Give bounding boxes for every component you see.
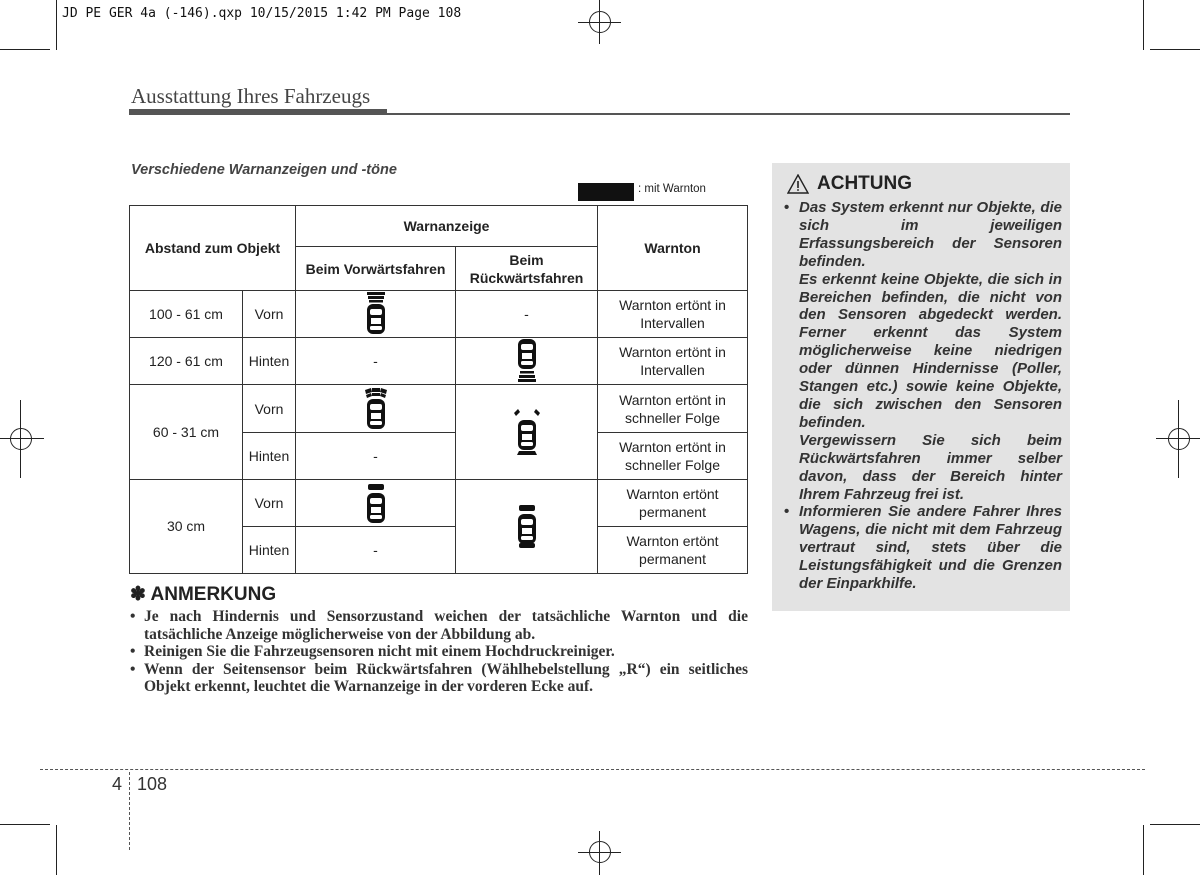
cell-position: Hinten	[243, 432, 296, 479]
cell-position: Hinten	[243, 526, 296, 573]
crop-mark	[1143, 825, 1144, 875]
caution-title-text: ACHTUNG	[817, 173, 912, 194]
caution-box	[772, 163, 1070, 611]
chapter-number: 4	[112, 774, 123, 794]
legend-swatch	[578, 183, 634, 201]
header-reverse: Beim Rückwärtsfahren	[456, 247, 598, 291]
note-title-text: ANMERKUNG	[150, 584, 277, 605]
caution-item	[784, 199, 1062, 503]
footer-rule	[40, 769, 1145, 770]
cell-sound: Warnton ertönt in schneller Folge	[598, 385, 748, 432]
asterisk-icon: ✽	[130, 584, 146, 605]
caution-list	[784, 199, 1062, 593]
note-item: • Wenn der Seitensensor beim Rückwärtsfahren (Wählhebelstellung „R“) ein seitliches Objekt erkennt, leuchtet die Warnanzeige in der vorderen Ecke auf.	[130, 661, 748, 696]
cell-sound: Warnton ertönt in Intervallen	[598, 291, 748, 338]
header-rule-thin	[387, 113, 1070, 115]
cell-forward-indicator	[296, 291, 456, 338]
cell-position: Vorn	[243, 479, 296, 526]
crop-mark	[0, 824, 50, 825]
caution-paragraph: Es erkennt keine Objekte, die sich in Bereichen befinden, die nicht von den Sensoren abgedeckt werden. Ferner erkennt das System möglicherweise keine niedrigen oder dünnen Hindernisse (Poller, Stangen etc.) sowie keine Objekte, die sich zwischen den Sensoren befinden.	[799, 270, 1062, 431]
cell-forward-indicator	[296, 479, 456, 526]
cell-position: Vorn	[243, 385, 296, 432]
table-caption: Verschiedene Warnanzeigen und -töne	[131, 162, 397, 178]
caution-paragraph: • Das System erkennt nur Objekte, die sich im jeweiligen Erfassungsbereich der Sensoren befinden.	[799, 199, 1062, 270]
crop-mark	[56, 0, 57, 50]
crop-mark	[1150, 824, 1200, 825]
crop-mark	[1143, 0, 1144, 50]
header-forward: Beim Vorwärtsfahren	[296, 247, 456, 291]
cell-position: Hinten	[243, 338, 296, 385]
warning-triangle-icon	[787, 174, 809, 194]
cell-position: Vorn	[243, 291, 296, 338]
caution-paragraph: Vergewissern Sie sich beim Rückwärtsfahren immer selber davon, dass der Bereich hinter Ihrem Fahrzeug frei ist.	[799, 431, 1062, 503]
print-slug: JD PE GER 4a (-146).qxp 10/15/2015 1:42 PM Page 108	[62, 6, 462, 21]
front-sensor-2-icon	[356, 386, 396, 432]
header-indicator: Warnanzeige	[296, 206, 598, 247]
rear-sensor-1-icon	[507, 338, 547, 384]
caution-title	[787, 173, 912, 195]
cell-reverse-indicator	[456, 338, 598, 385]
cell-distance: 60 - 31 cm	[130, 385, 243, 479]
section-header-title: Ausstattung Ihres Fahrzeugs	[131, 84, 371, 108]
front-rear-sensor-3-icon	[507, 501, 547, 551]
cell-reverse-indicator: -	[456, 291, 598, 338]
caution-item: • Informieren Sie andere Fahrer Ihres Wagens, die nicht mit dem Fahrzeug vertraut sind, stets über die Leistungsfähigkeit und die Grenzen der Einparkhilfe.	[784, 503, 1062, 593]
header-rule-thick	[129, 109, 387, 115]
cell-distance: 100 - 61 cm	[130, 291, 243, 338]
front-rear-sensor-2-icon	[507, 407, 547, 457]
cell-sound: Warnton ertönt permanent	[598, 526, 748, 573]
cell-forward-indicator	[296, 385, 456, 432]
page-number: 108	[137, 774, 168, 794]
note-list	[130, 608, 748, 696]
header-distance: Abstand zum Objekt	[130, 206, 296, 291]
crop-mark	[56, 825, 57, 875]
cell-sound: Warnton ertönt permanent	[598, 479, 748, 526]
cell-reverse-indicator	[456, 479, 598, 573]
cell-forward-indicator: -	[296, 432, 456, 479]
footer-divider	[129, 772, 130, 850]
cell-reverse-indicator	[456, 385, 598, 479]
crop-mark	[0, 49, 50, 50]
legend-label: : mit Warnton	[638, 183, 706, 195]
cell-forward-indicator: -	[296, 526, 456, 573]
cell-distance: 30 cm	[130, 479, 243, 573]
front-sensor-3-icon	[356, 480, 396, 526]
header-sound: Warnton	[598, 206, 748, 291]
cell-sound: Warnton ertönt in schneller Folge	[598, 432, 748, 479]
note-title	[130, 583, 276, 606]
note-item: • Je nach Hindernis und Sensorzustand weichen der tatsächliche Warnton und die tatsächliche Anzeige möglicherweise von der Abbildung ab.	[130, 608, 748, 643]
cell-forward-indicator: -	[296, 338, 456, 385]
crop-mark	[1150, 49, 1200, 50]
cell-distance: 120 - 61 cm	[130, 338, 243, 385]
cell-sound: Warnton ertönt in Intervallen	[598, 338, 748, 385]
note-item: • Reinigen Sie die Fahrzeugsensoren nicht mit einem Hochdruckreiniger.	[130, 643, 748, 661]
warning-table	[129, 205, 748, 574]
front-sensor-1-icon	[356, 291, 396, 337]
